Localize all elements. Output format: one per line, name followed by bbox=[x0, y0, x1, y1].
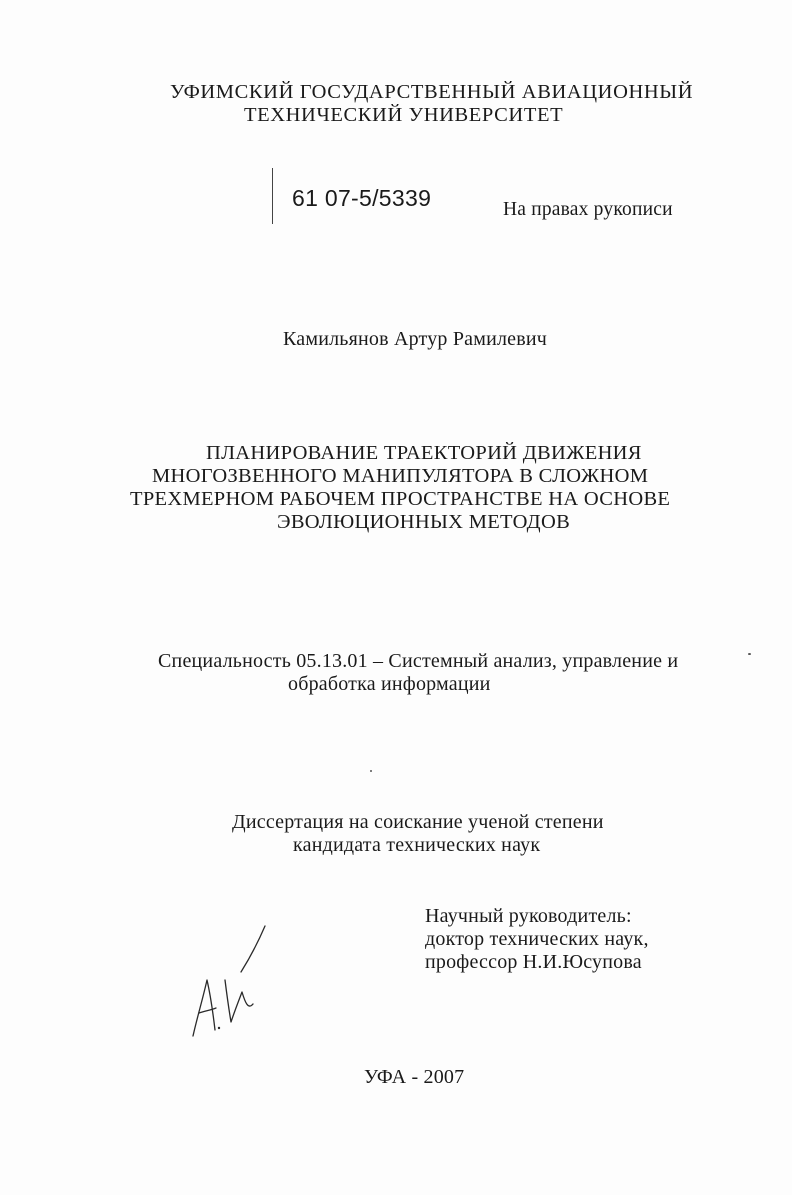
thesis-title-line-3: ТРЕХМЕРНОМ РАБОЧЕМ ПРОСТРАНСТВЕ НА ОСНОВЕ bbox=[130, 488, 671, 510]
specialty-line-1: Специальность 05.13.01 – Системный анализ, управление и bbox=[158, 650, 679, 672]
scan-speck bbox=[748, 653, 751, 655]
supervisor-degree: доктор технических наук, bbox=[425, 928, 649, 950]
university-name-line-2: ТЕХНИЧЕСКИЙ УНИВЕРСИТЕТ bbox=[244, 104, 564, 126]
manuscript-rights-note: На правах рукописи bbox=[503, 199, 673, 220]
supervisor-label: Научный руководитель: bbox=[425, 905, 632, 927]
author-name: Камильянов Артур Рамилевич bbox=[283, 328, 548, 350]
specialty-line-2: обработка информации bbox=[288, 673, 491, 695]
handwritten-signature bbox=[185, 918, 285, 1048]
thesis-title-line-2: МНОГОЗВЕННОГО МАНИПУЛЯТОРА В СЛОЖНОМ bbox=[152, 465, 649, 487]
thesis-title-line-4: ЭВОЛЮЦИОННЫХ МЕТОДОВ bbox=[277, 511, 571, 533]
archive-stamp-bar bbox=[272, 168, 273, 224]
city-and-year: УФА - 2007 bbox=[364, 1066, 465, 1088]
supervisor-name: профессор Н.И.Юсупова bbox=[425, 951, 642, 973]
dissertation-degree-line-2: кандидата технических наук bbox=[293, 834, 541, 856]
dissertation-degree-line-1: Диссертация на соискание ученой степени bbox=[232, 811, 604, 833]
university-name-line-1: УФИМСКИЙ ГОСУДАРСТВЕННЫЙ АВИАЦИОННЫЙ bbox=[170, 81, 694, 103]
scan-speck bbox=[370, 770, 372, 772]
archive-code: 61 07-5/5339 bbox=[292, 185, 432, 211]
thesis-title-line-1: ПЛАНИРОВАНИЕ ТРАЕКТОРИЙ ДВИЖЕНИЯ bbox=[206, 442, 642, 464]
